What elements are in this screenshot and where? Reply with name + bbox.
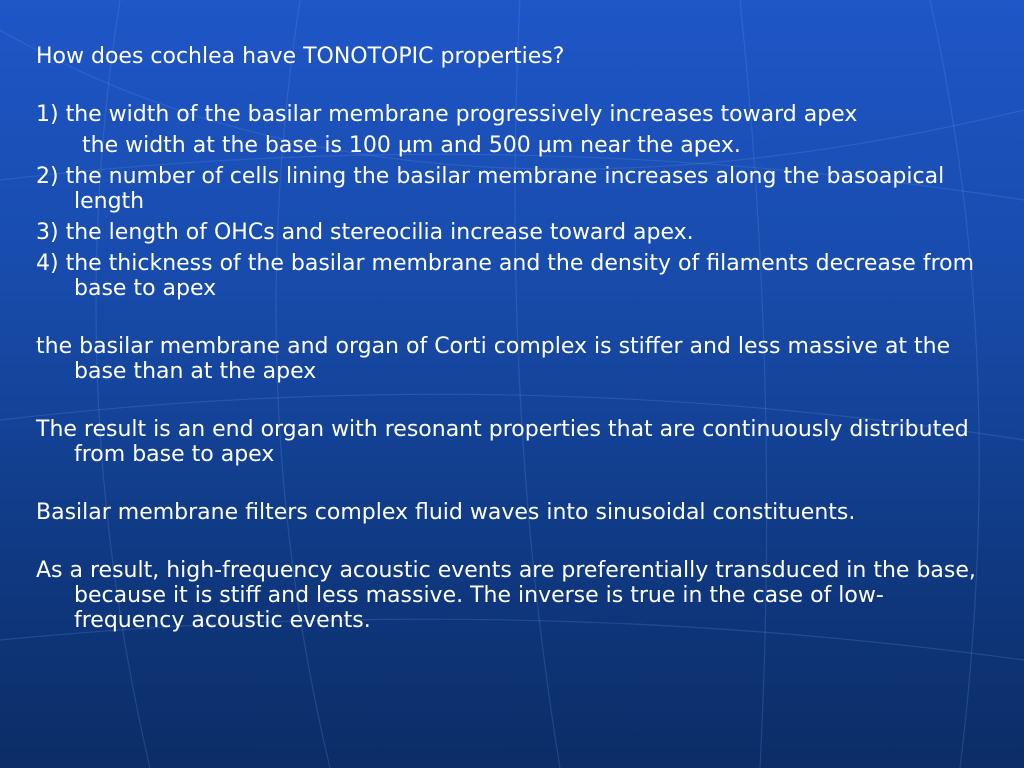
paragraph-frequency: As a result, high-frequency acoustic events are preferentially transduced in the base, because it is stiff and less massive. The inverse is true in the case of low-frequency acoustic events. [36, 558, 976, 633]
point-4: 4) the thickness of the basilar membrane and the density of filaments decrease from base to apex [36, 251, 975, 301]
point-3: 3) the length of OHCs and stereocilia increase toward apex. [36, 220, 694, 245]
paragraph-stiffness: the basilar membrane and organ of Corti complex is stiffer and less massive at the base than at the apex [36, 334, 951, 384]
slide-body [36, 44, 986, 633]
point-1-detail: the width at the base is 100 µm and 500 µm near the apex. [82, 133, 741, 158]
point-2: 2) the number of cells lining the basilar membrane increases along the basoapical length [36, 164, 945, 214]
paragraph-filters: Basilar membrane filters complex fluid waves into sinusoidal constituents. [36, 500, 856, 525]
paragraph-result: The result is an end organ with resonant properties that are continuously distributed from base to apex [36, 417, 969, 467]
point-1: 1) the width of the basilar membrane progressively increases toward apex [36, 102, 858, 127]
slide-heading: How does cochlea have TONOTOPIC properties? [36, 44, 565, 69]
